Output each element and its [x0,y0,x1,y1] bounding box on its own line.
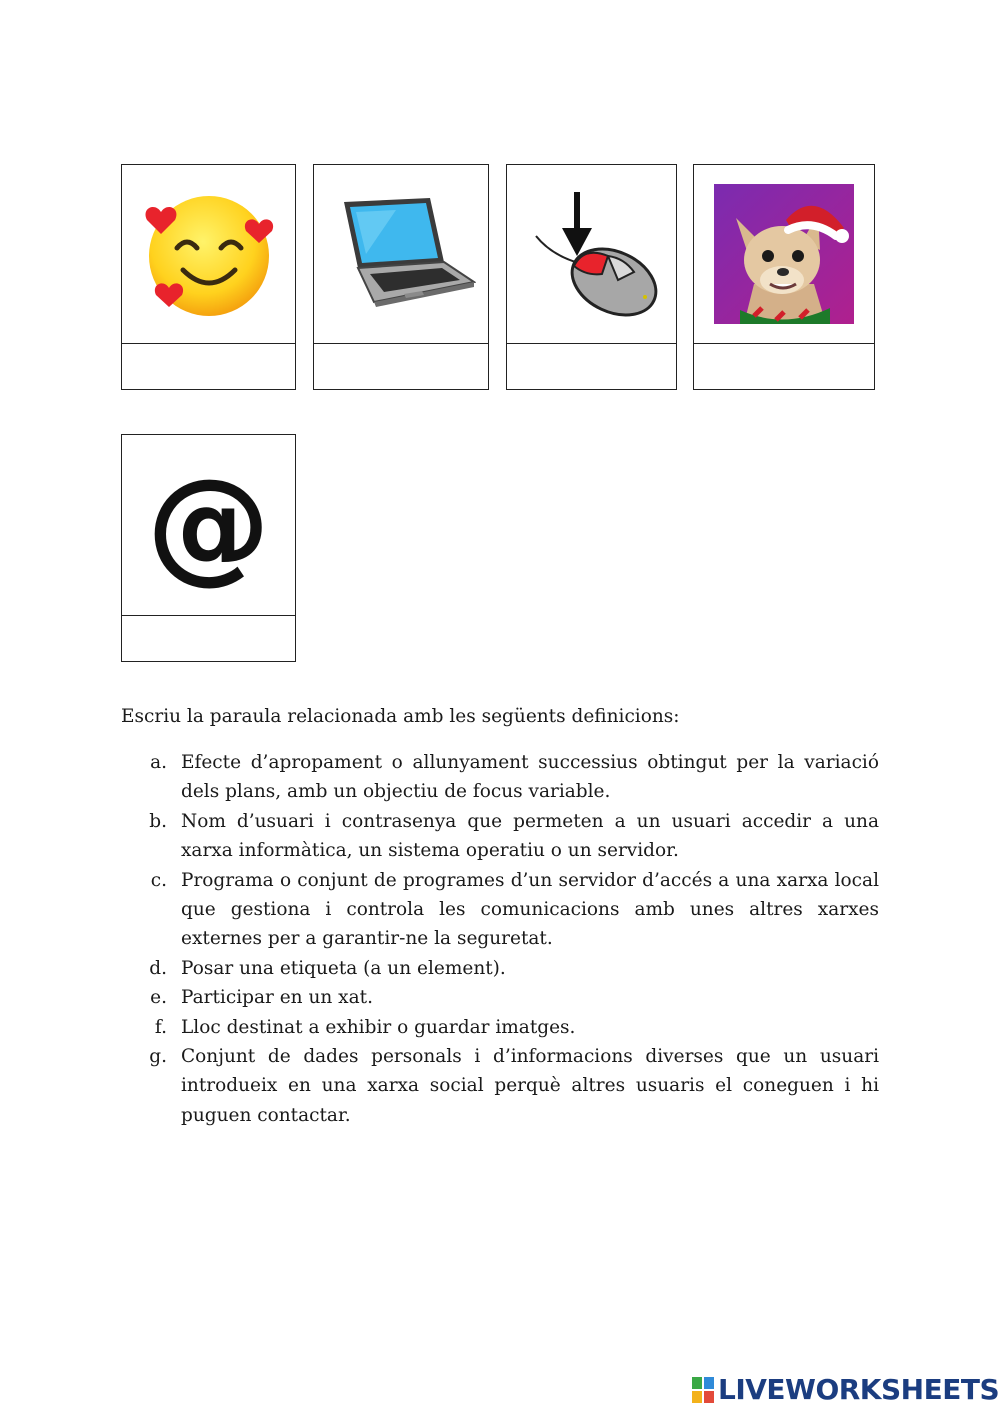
picture-card-2 [313,164,489,390]
card-image-area [314,165,488,344]
definition-item [121,954,879,983]
definition-marker: c. [150,869,167,891]
definition-text: Posar una etiqueta (a un element). [181,957,506,979]
laptop-icon [326,194,476,314]
definition-item [121,748,879,807]
liveworksheets-mark-icon [692,1377,714,1403]
definition-text: Nom d’usuari i contrasenya que permeten a un usuari accedir a una xarxa informàtica, un sistema operatiu o un servidor. [181,810,879,862]
definition-marker: a. [150,752,167,773]
card-image-area [507,165,676,344]
answer-input-4[interactable] [694,341,874,389]
definition-item [121,1042,879,1130]
definition-text: Efecte d’apropament o allunyament successius obtingut per la variació dels plans, amb un objectiu de focus variable. [181,752,879,803]
definition-text: Lloc destinat a exhibir o guardar imatges. [181,1016,576,1038]
definition-text: Programa o conjunt de programes d’un servidor d’accés a una xarxa local que gestiona i controla les comunicacions amb unes altres xarxes externes per a garantir-ne la seguretat. [181,869,879,950]
answer-input-3[interactable] [507,341,676,389]
definition-marker: f. [154,1016,167,1038]
definitions-list [121,748,879,1130]
card-image-area [122,435,295,616]
definition-item [121,1013,879,1042]
definition-item [121,983,879,1012]
answer-input-2[interactable] [314,341,488,389]
definition-marker: e. [150,987,167,1009]
liveworksheets-wordmark: LIVEWORKSHEETS [718,1373,1000,1406]
chihuahua-photo [714,184,854,324]
smiling-face-hearts-icon [139,184,279,324]
definition-marker: b. [149,810,167,832]
answer-input-5[interactable] [122,613,295,661]
definition-item [121,866,879,954]
definition-text: Conjunt de dades personals i d’informacions diverses que un usuari introdueix en una xarxa social perquè altres usuaris el coneguen i hi puguen contactar. [181,1046,879,1126]
answer-input-1[interactable] [122,341,295,389]
picture-card-5 [121,434,296,662]
picture-card-1 [121,164,296,390]
card-image-area [122,165,295,344]
definition-item [121,807,879,866]
picture-card-3 [506,164,677,390]
liveworksheets-logo [692,1373,999,1406]
instruction-text: Escriu la paraula relacionada amb les següents definicions: [121,706,680,727]
definition-marker: g. [149,1046,167,1068]
at-sign-icon: @ [146,453,271,597]
definition-marker: d. [149,957,167,979]
mouse-click-icon [522,184,662,324]
card-image-area [694,165,874,344]
definition-text: Participar en un xat. [181,987,373,1009]
picture-card-4 [693,164,875,390]
